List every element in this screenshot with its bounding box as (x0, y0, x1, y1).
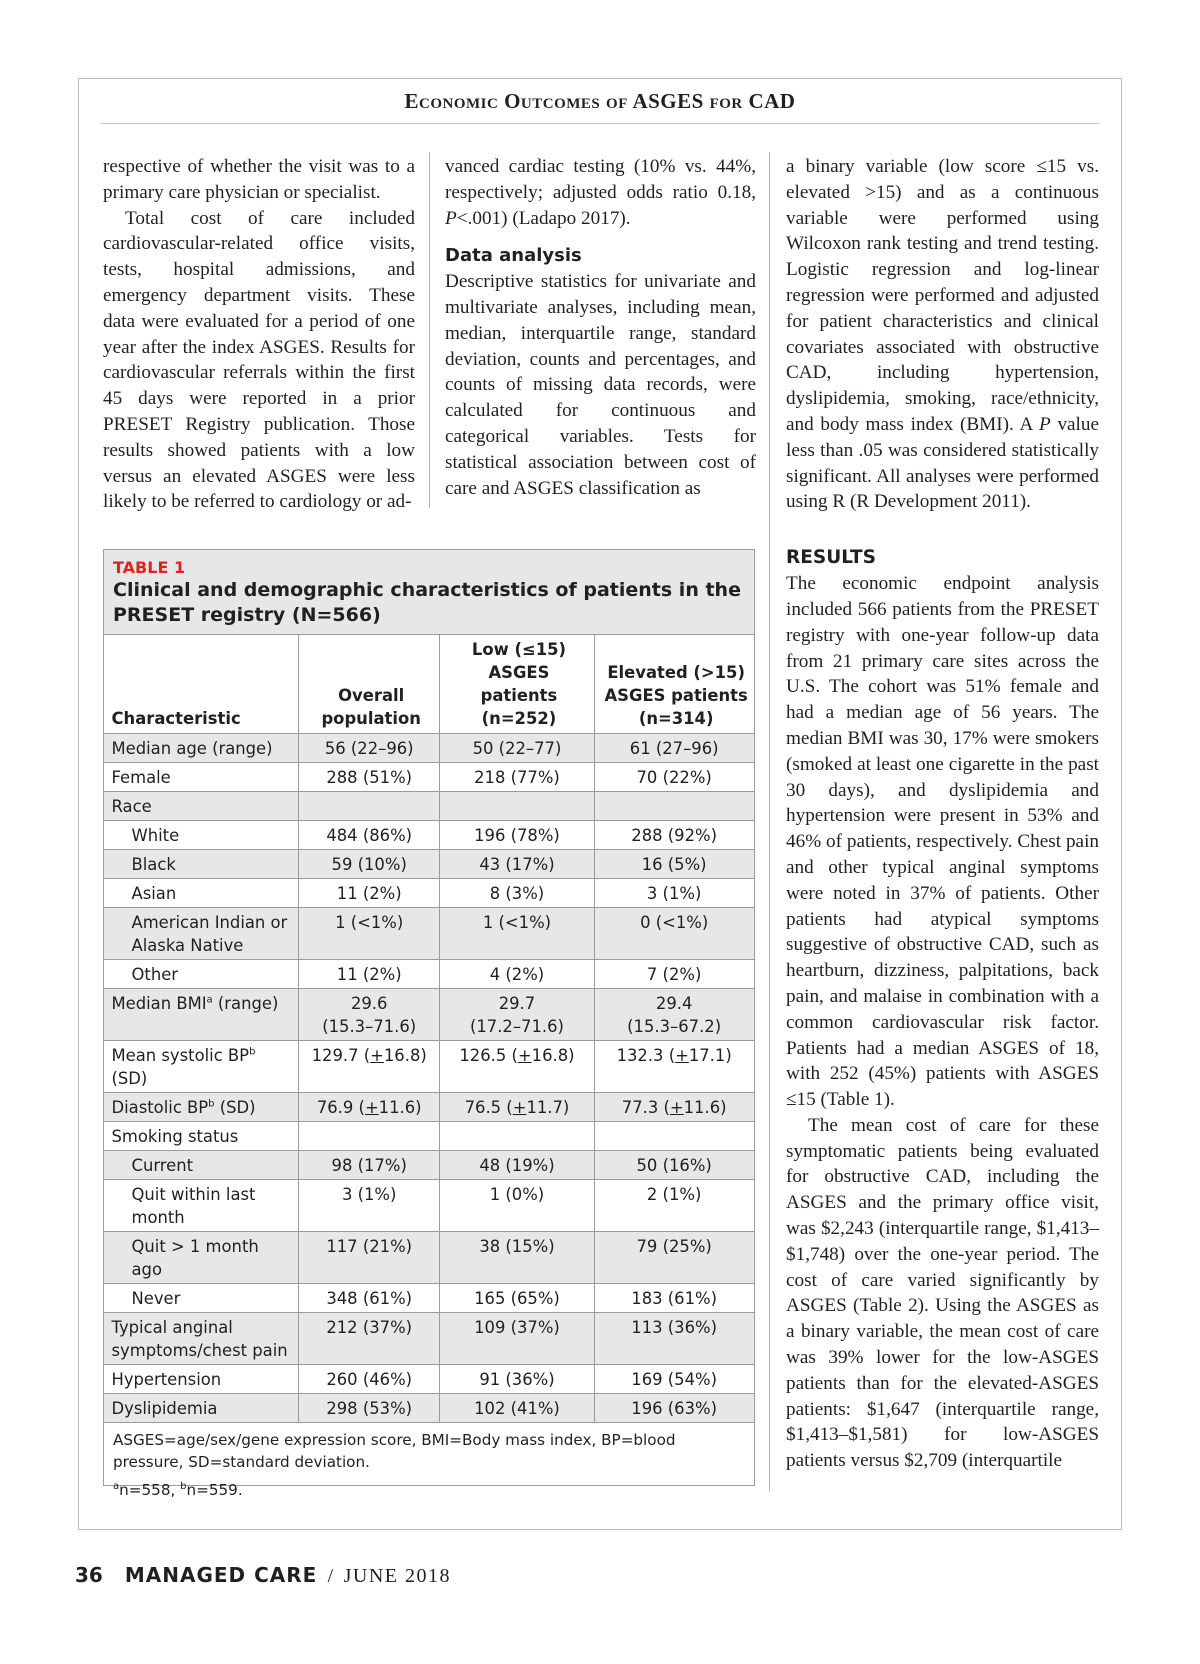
row-label (103, 1093, 299, 1122)
table-row (103, 1041, 754, 1093)
cell-line: (17.2–71.6) (469, 1017, 564, 1036)
abbreviations-note: ASGES=age/sex/gene expression score, BMI=Body mass index, BP=blood pressure, SD=standard deviation. (113, 1431, 676, 1471)
table-row (103, 1284, 754, 1313)
cell: 288 (51%) (299, 763, 440, 792)
cell-text: 11.6) (683, 1098, 727, 1117)
cell: 348 (61%) (299, 1284, 440, 1313)
cell: 11 (2%) (299, 879, 440, 908)
header-line: ASGES patients (604, 686, 748, 705)
cell: 11 (2%) (299, 960, 440, 989)
label-text: Mean systolic BP (111, 1046, 250, 1065)
table-row (103, 763, 754, 792)
cell-line: 29.7 (498, 994, 536, 1013)
row-label: Black (103, 850, 299, 879)
magazine-name: MANAGED CARE (124, 1563, 318, 1587)
cell: 4 (2%) (440, 960, 595, 989)
column-2 (445, 154, 756, 501)
cell: 484 (86%) (299, 821, 440, 850)
label-text: (SD) (214, 1098, 256, 1117)
cell (594, 1093, 754, 1122)
page-number: 36 (75, 1563, 103, 1587)
footnote-marker: b (208, 1098, 215, 1110)
row-label (103, 989, 299, 1041)
table-row (103, 1093, 754, 1122)
section-heading: RESULTS (786, 547, 876, 569)
row-label: Typical anginal symptoms/chest pain (103, 1313, 299, 1365)
table-label: TABLE 1 (113, 558, 186, 577)
cell: 260 (46%) (299, 1365, 440, 1394)
cell: 1 (<1%) (299, 908, 440, 960)
cell (440, 989, 595, 1041)
cell (440, 792, 595, 821)
row-label: Current (103, 1151, 299, 1180)
cell: 212 (37%) (299, 1313, 440, 1365)
cell-text: 17.1) (688, 1046, 732, 1065)
table-row (103, 1365, 754, 1394)
running-head: Economic Outcomes of ASGES for CAD (100, 88, 1100, 124)
plus-minus: + (517, 1046, 532, 1065)
cell: 102 (41%) (440, 1394, 595, 1423)
cell: 113 (36%) (594, 1313, 754, 1365)
plus-minus: + (675, 1046, 689, 1065)
separator: / (327, 1565, 334, 1587)
header-line: Low (≤15) (471, 640, 566, 659)
cell-text: 132.3 ( (616, 1046, 676, 1065)
cell-text: 76.9 ( (316, 1098, 365, 1117)
cell (299, 792, 440, 821)
row-label: Asian (103, 879, 299, 908)
paragraph: The mean cost of care for these symptomatic patients being evaluated for obstructive CAD, including the ASGES and the primary office visit, was $2,243 (interquartile range, $1,413–$1,748) over the one-year period. The cost of care varied significantly by ASGES (Table 2). Using the ASGES as a binary variable, the mean cost of care was 39% lower for the low-ASGES patients than for the elevated-ASGES patients: $1,647 (interquartile range, $1,413–$1,581) for low-ASGES patients versus $2,709 (interquartile (786, 1114, 1099, 1472)
paragraph: respective of whether the visit was to a primary care physician or specialist. (103, 156, 415, 203)
label-text: (SD) (111, 1069, 148, 1088)
cell: 3 (1%) (299, 1180, 440, 1232)
plus-minus: + (370, 1046, 384, 1065)
column-rule (429, 152, 430, 508)
table-title-area (104, 550, 754, 634)
cell: 79 (25%) (594, 1232, 754, 1284)
cell-text: 16.8) (531, 1046, 575, 1065)
table-notes (104, 1423, 754, 1501)
cell-line: 29.6 (350, 994, 388, 1013)
cell: 48 (19%) (440, 1151, 595, 1180)
paragraph: The economic endpoint analysis included 566 patients from the PRESET registry with one-year follow-up data from 21 primary care sites across the U.S. The cohort was 51% female and had a median age of 56 years. The median BMI was 30, 17% were smokers (smoked at least one cigarette in the past 30 days), and dyslipidemia and hypertension were present in 53% and 46% of patients, respectively. Chest pain and other typical anginal symptoms were noted in 37% of patients. Other patients had atypical symptoms suggestive of obstructive CAD, such as heartburn, dizziness, palpitations, back pain, and malaise in combination with a common cardiovascular risk factor. Patients had a median ASGES of 18, with 252 (45%) patients with ASGES ≤15 (Table 1). (786, 573, 1099, 1111)
cell: 7 (2%) (594, 960, 754, 989)
plus-minus: + (512, 1098, 527, 1117)
cell: 0 (<1%) (594, 908, 754, 960)
text-run: a binary variable (low score ≤15 vs. elevated >15) and as a continuous variable were performed using Wilcoxon rank testing and trend testing. Logistic regression and log-linear regression were performed and adjusted for patient characteristics and clinical covariates associated with obstructive CAD, including hypertension, dyslipidemia, smoking, race/ethnicity, and body mass index (BMI). A (786, 156, 1099, 435)
row-label: American Indian or Alaska Native (103, 908, 299, 960)
row-label: Race (103, 792, 299, 821)
column-1 (103, 154, 415, 515)
cell-text: 129.7 ( (311, 1046, 371, 1065)
table-row (103, 1122, 754, 1151)
cell: 61 (27–96) (594, 734, 754, 763)
page-footer (75, 1560, 451, 1590)
table-row (103, 821, 754, 850)
cell (594, 1041, 754, 1093)
row-label: Quit > 1 month ago (103, 1232, 299, 1284)
cell: 218 (77%) (440, 763, 595, 792)
cell-text: 77.3 ( (621, 1098, 670, 1117)
row-label: Other (103, 960, 299, 989)
row-label: Hypertension (103, 1365, 299, 1394)
cell (299, 1122, 440, 1151)
row-label: Dyslipidemia (103, 1394, 299, 1423)
cell (299, 989, 440, 1041)
cell (299, 1093, 440, 1122)
cell: 1 (0%) (440, 1180, 595, 1232)
column-3 (786, 154, 1099, 1474)
cell: 59 (10%) (299, 850, 440, 879)
issue-date: JUNE 2018 (343, 1565, 451, 1587)
data-table (103, 634, 755, 1423)
column-header (594, 635, 754, 734)
footnote-text: n=559. (186, 1481, 243, 1499)
table-row (103, 1394, 754, 1423)
table-header-row (103, 635, 754, 734)
footnote-marker: a (113, 1480, 120, 1492)
cell (594, 989, 754, 1041)
header-line: (n=252) (481, 709, 557, 728)
paragraph (445, 154, 756, 231)
cell (594, 1122, 754, 1151)
footnote-marker: b (180, 1480, 187, 1492)
cell-line: (15.3–71.6) (322, 1017, 417, 1036)
table-row (103, 1232, 754, 1284)
label-text: Diastolic BP (111, 1098, 209, 1117)
table-row (103, 1151, 754, 1180)
cell: 109 (37%) (440, 1313, 595, 1365)
cell: 56 (22–96) (299, 734, 440, 763)
row-label: Female (103, 763, 299, 792)
table-row (103, 960, 754, 989)
cell: 169 (54%) (594, 1365, 754, 1394)
cell-text: 16.8) (383, 1046, 427, 1065)
cell: 98 (17%) (299, 1151, 440, 1180)
header-line: Overall (338, 686, 405, 705)
paragraph: Descriptive statistics for univariate and multivariate analyses, including mean, median, interquartile range, standard deviation, counts and percentages, and counts of missing data records, were calculated for continuous and categorical variables. Tests for statistical association between cost of care and ASGES classification as (445, 271, 756, 499)
table-row (103, 908, 754, 960)
label-text: (range) (212, 994, 279, 1013)
cell: 298 (53%) (299, 1394, 440, 1423)
table-row (103, 734, 754, 763)
row-label: Never (103, 1284, 299, 1313)
row-label: Median age (range) (103, 734, 299, 763)
header-line: (n=314) (638, 709, 714, 728)
footnote-marker: b (249, 1046, 256, 1058)
table-row (103, 850, 754, 879)
table-row (103, 1313, 754, 1365)
cell: 70 (22%) (594, 763, 754, 792)
row-label: Quit within last month (103, 1180, 299, 1232)
header-line: population (321, 709, 421, 728)
cell-line: 29.4 (655, 994, 693, 1013)
cell-line: (15.3–67.2) (627, 1017, 722, 1036)
label-text: Median BMI (111, 994, 207, 1013)
section-heading: Data analysis (445, 245, 582, 267)
cell (299, 1041, 440, 1093)
text-run: vanced cardiac testing (10% vs. 44%, respectively; adjusted odds ratio 0.18, (445, 156, 756, 203)
cell-text: 11.6) (378, 1098, 422, 1117)
cell: 196 (78%) (440, 821, 595, 850)
cell: 1 (<1%) (440, 908, 595, 960)
table-title: Clinical and demographic characteristics of patients in the PRESET registry (N=566) (113, 579, 741, 626)
cell: 43 (17%) (440, 850, 595, 879)
cell: 288 (92%) (594, 821, 754, 850)
cell-text: 126.5 ( (459, 1046, 518, 1065)
paragraph: Total cost of care included cardiovascular-related office visits, tests, hospital admissions, and emergency department visits. These data were evaluated for a period of one year after the index ASGES. Results for cardiovascular referrals within the first 45 days were reported in a prior PRESET Registry publication. Those results showed patients with a low versus an elevated ASGES were less likely to be referred to cardiology or ad- (103, 207, 415, 513)
cell: 16 (5%) (594, 850, 754, 879)
column-header: Characteristic (103, 635, 299, 734)
cell: 117 (21%) (299, 1232, 440, 1284)
cell-text: 11.7) (526, 1098, 570, 1117)
cell: 183 (61%) (594, 1284, 754, 1313)
row-label: Smoking status (103, 1122, 299, 1151)
table-row (103, 879, 754, 908)
cell: 8 (3%) (440, 879, 595, 908)
cell-text: 76.5 ( (464, 1098, 513, 1117)
row-label (103, 1041, 299, 1093)
cell: 196 (63%) (594, 1394, 754, 1423)
cell: 3 (1%) (594, 879, 754, 908)
table-row (103, 989, 754, 1041)
table-1 (103, 549, 755, 1499)
cell (594, 792, 754, 821)
footnote-marker: a (206, 994, 213, 1006)
p-value-symbol: P (445, 207, 457, 229)
cell (440, 1041, 595, 1093)
table-row (103, 1180, 754, 1232)
text-run: value less than .05 was considered statistically significant. All analyses were performed using R (R Development 2011). (786, 413, 1099, 513)
footnote-text: n=558, (119, 1481, 181, 1499)
p-value-symbol: P (1038, 413, 1051, 435)
row-label: White (103, 821, 299, 850)
cell: 38 (15%) (440, 1232, 595, 1284)
plus-minus: + (364, 1098, 379, 1117)
footnotes (113, 1479, 745, 1501)
column-header (440, 635, 595, 734)
cell: 165 (65%) (440, 1284, 595, 1313)
header-line: Elevated (>15) (607, 663, 745, 682)
column-header (299, 635, 440, 734)
cell: 91 (36%) (440, 1365, 595, 1394)
column-rule (769, 152, 770, 1492)
table-row (103, 792, 754, 821)
cell: 50 (22–77) (440, 734, 595, 763)
cell (440, 1122, 595, 1151)
header-line: ASGES patients (480, 663, 558, 705)
text-run: <.001) (Ladapo 2017). (456, 207, 631, 229)
cell (440, 1093, 595, 1122)
plus-minus: + (669, 1098, 684, 1117)
cell: 50 (16%) (594, 1151, 754, 1180)
paragraph (786, 154, 1099, 515)
cell: 2 (1%) (594, 1180, 754, 1232)
